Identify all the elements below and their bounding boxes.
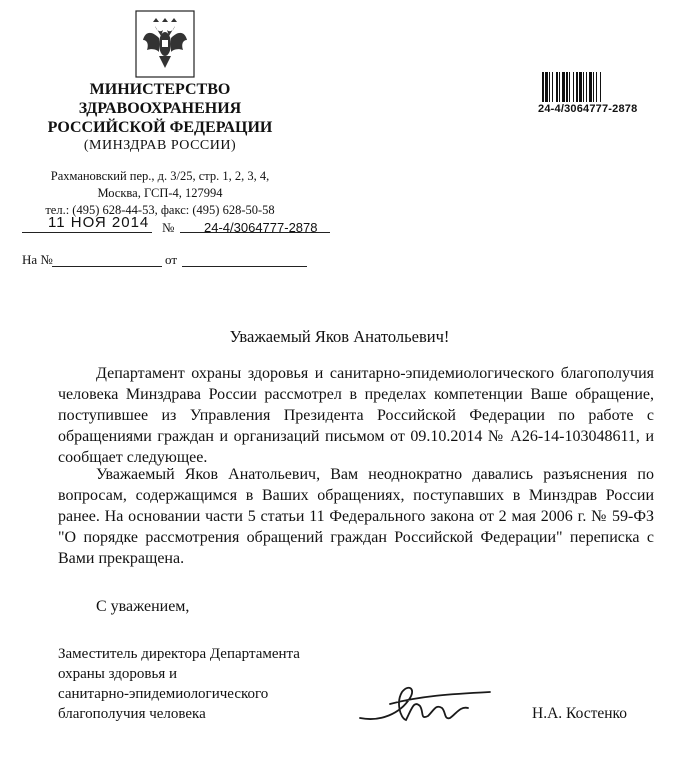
reply-to-underline [52,266,162,267]
signer-position-line: охраны здоровья и [58,666,178,682]
handwritten-signature [350,678,500,728]
letter-greeting: Уважаемый Яков Анатольевич! [229,327,450,346]
signer-position-line: санитарно-эпидемиологического [58,686,269,702]
address-line: Рахмановский пер., д. 3/25, стр. 1, 2, 3, 4, [50,169,270,183]
ministry-name-line: МИНИСТЕРСТВО [89,81,231,98]
registration-date: 11 НОЯ 2014 [48,214,150,231]
ministry-name-line: ЗДРАВООХРАНЕНИЯ [78,100,242,117]
ministry-short-name: (МИНЗДРАВ РОССИИ) [83,138,237,153]
letter-paragraph: Уважаемый Яков Анатольевич, Вам неоднократно давались разъяснения по вопросам, содержащимся в Ваших обращениях, поступавших в Минздрав России ранее. На основании части 5 статьи 11 Федерального закона от 2 мая 2006 г. № 59-ФЗ "О порядке рассмотрения обращений граждан Российской Федерации" переписка с Вами прекращена. [58,466,654,567]
letter-paragraph: Департамент охраны здоровья и санитарно-эпидемиологического благополучия человека Минздрава России рассмотрел в пределах компетенции Ваше обращение, поступившее из Управления Президента Российской Федерации по работе с обращениями граждан и организаций письмом от 09.10.2014 № А26-14-103048611, и сообщает следующее. [58,365,654,466]
reply-to-label: На № [22,252,53,267]
address-line: Москва, ГСП-4, 127994 [97,186,223,200]
date-underline [22,232,152,233]
state-emblem-icon [135,10,195,78]
signer-name: Н.А. Костенко [532,705,628,722]
address-line: тел.: (495) 628-44-53, факс: (495) 628-50-58 [45,203,275,217]
ministry-name [20,80,300,137]
signer-position-line: Заместитель директора Департамента [58,646,300,662]
ministry-address [20,168,300,219]
registration-number: 24-4/3064777-2878 [204,220,318,235]
signer-position-line: благополучия человека [58,706,206,722]
ministry-name-line: РОССИЙСКОЙ ФЕДЕРАЦИИ [47,119,273,136]
from-underline [182,266,307,267]
barcode-icon [540,72,650,102]
barcode-number: 24-4/3064777-2878 [538,103,638,115]
reply-to-row [22,252,322,272]
registration-row [22,214,372,238]
letter-closing: С уважением, [96,598,190,615]
from-label: от [165,252,178,267]
number-label: № [162,220,175,235]
signer-position [58,644,358,724]
